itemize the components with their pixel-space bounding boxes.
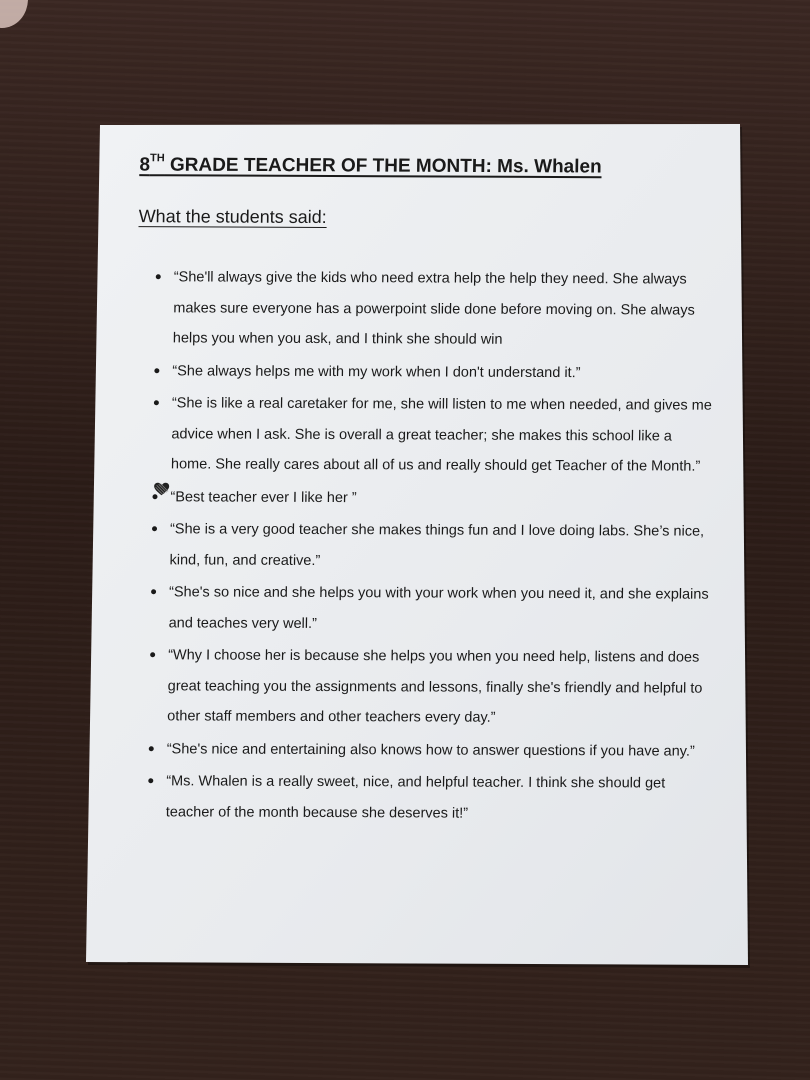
page-title: 8TH GRADE TEACHER OF THE MONTH: Ms. Whalen: [139, 152, 602, 178]
subtitle: What the students said:: [138, 206, 327, 227]
list-item: [150, 482, 710, 515]
list-item: “She'll always give the kids who need extra help the help they need. She always makes sure everyone has a powerpoint slide done before moving on. She always helps you when you ask, and I think she should win: [153, 262, 714, 356]
list-item: “Why I choose her is because she helps you when you need help, listens and does great teaching you the assignments and lessons, finally she's friendly and helpful to other staff members and other teachers every day.”: [147, 640, 708, 734]
quote-tail: ”: [347, 489, 357, 506]
list-item: “She is like a real caretaker for me, she will listen to me when needed, and gives me advice when I ask. She is overall a great teacher; she makes this school like a home. She really cares about all of us and really should get Teacher of the Month.”: [151, 388, 712, 482]
document-body: [88, 126, 740, 959]
list-item: “She is a very good teacher she makes things fun and I love doing labs. She’s nice, kind, fun, and creative.”: [149, 514, 710, 577]
list-item: “She always helps me with my work when I don't understand it.”: [152, 356, 712, 389]
quotes-list: [146, 262, 714, 831]
title-superscript: TH: [150, 152, 165, 165]
list-item: “She's nice and entertaining also knows how to answer questions if you have any.”: [147, 734, 707, 767]
list-item: “She's so nice and she helps you with your work when you need it, and she explains and teaches very well.”: [148, 577, 709, 640]
list-item: “Ms. Whalen is a really sweet, nice, and helpful teacher. I think she should get teacher of the month because she deserves it!”: [146, 766, 707, 829]
heart-icon: [154, 482, 170, 496]
quote-text: “Best teacher ever I like her: [170, 488, 348, 506]
